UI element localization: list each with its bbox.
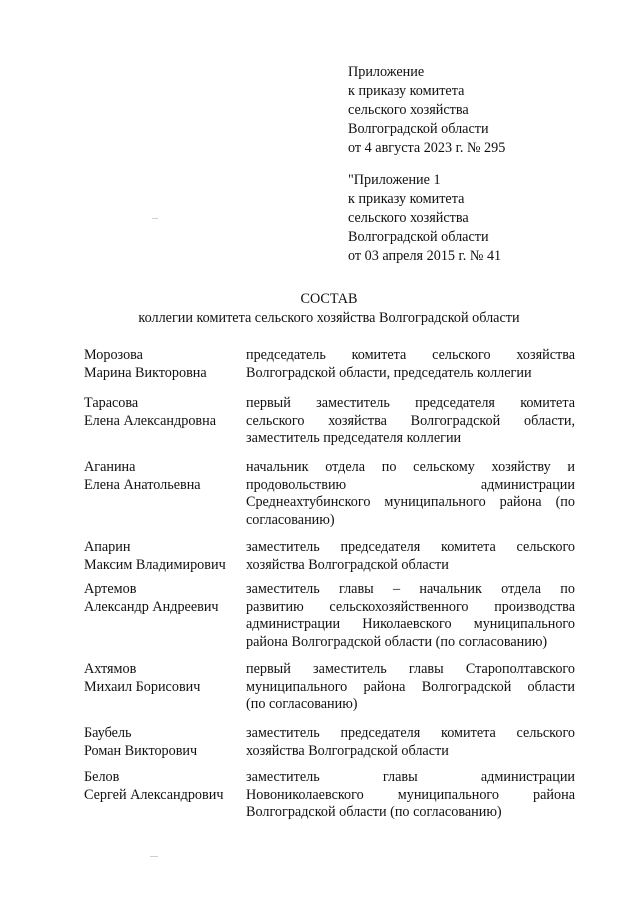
- member-surname: Тарасова: [84, 395, 139, 411]
- role-line: заместитель председателя комитета сельского: [246, 725, 575, 741]
- role-line: заместитель председателя коллегии: [246, 430, 462, 446]
- role-line: согласованию): [246, 511, 335, 528]
- role-line: первый заместитель председателя комитета: [246, 395, 575, 411]
- annex-line: Волгоградской области: [348, 121, 489, 137]
- scan-artifact: [152, 218, 158, 219]
- member-role: [246, 769, 575, 822]
- member-role: [246, 395, 575, 448]
- member-role: [246, 459, 575, 529]
- member-name: [84, 459, 244, 494]
- annex-line: к приказу комитета: [348, 83, 465, 99]
- annex-line: от 4 августа 2023 г. № 295: [348, 140, 506, 156]
- member-name: [84, 725, 244, 760]
- annex-line: сельского хозяйства: [348, 102, 469, 118]
- role-line: хозяйства Волгоградской области: [246, 742, 449, 759]
- member-surname: Аганина: [84, 459, 136, 475]
- role-line: сельского хозяйства Волгоградской области,: [246, 412, 575, 429]
- role-line: администрации Николаевского муниципального: [246, 616, 575, 632]
- role-line: развитию сельскохозяйственного производства: [246, 598, 575, 615]
- role-line: Среднеахтубинского муниципального района (по: [246, 494, 575, 510]
- annex-line: "Приложение 1: [348, 172, 441, 188]
- role-line: Волгоградской области (по согласованию): [246, 804, 502, 820]
- member-surname: Ахтямов: [84, 661, 137, 677]
- member-name: [84, 661, 244, 696]
- member-name: [84, 581, 244, 616]
- member-role: [246, 539, 575, 574]
- annex-line: Волгоградской области: [348, 229, 489, 245]
- scan-artifact: [150, 856, 158, 857]
- role-line: продовольствию администрации: [246, 476, 575, 493]
- member-given-name: Максим Владимирович: [84, 556, 226, 573]
- member-role: [246, 661, 575, 714]
- member-name: [84, 539, 244, 574]
- member-given-name: Елена Александровна: [84, 412, 216, 429]
- member-given-name: Марина Викторовна: [84, 364, 207, 381]
- member-name: [84, 769, 244, 804]
- role-line: начальник отдела по сельскому хозяйству и: [246, 459, 575, 475]
- role-line: хозяйства Волгоградской области: [246, 556, 449, 573]
- member-given-name: Михаил Борисович: [84, 678, 201, 695]
- role-line: Волгоградской области, председатель коллегии: [246, 364, 532, 381]
- annex-line: Приложение: [348, 64, 425, 80]
- member-surname: Баубель: [84, 725, 132, 741]
- member-role: [246, 581, 575, 651]
- role-line: заместитель главы администрации: [246, 769, 575, 785]
- annex-line: от 03 апреля 2015 г. № 41: [348, 248, 502, 264]
- document-title: СОСТАВ: [300, 291, 358, 307]
- member-name: [84, 347, 244, 382]
- member-name: [84, 395, 244, 430]
- annex-line: сельского хозяйства: [348, 210, 469, 226]
- document-subtitle: коллегии комитета сельского хозяйства Волгоградской области: [138, 310, 520, 326]
- role-line: первый заместитель главы Старополтавского: [246, 661, 575, 677]
- role-line: муниципального района Волгоградской области: [246, 678, 575, 695]
- member-given-name: Александр Андреевич: [84, 598, 219, 615]
- member-role: [246, 347, 575, 382]
- role-line: Новониколаевского муниципального района: [246, 786, 575, 803]
- annex-line: к приказу комитета: [348, 191, 465, 207]
- member-surname: Морозова: [84, 347, 143, 363]
- role-line: заместитель председателя комитета сельского: [246, 539, 575, 555]
- role-line: председатель комитета сельского хозяйства: [246, 347, 575, 363]
- member-given-name: Роман Викторович: [84, 742, 198, 759]
- role-line: района Волгоградской области (по согласованию): [246, 633, 548, 650]
- member-given-name: Елена Анатольевна: [84, 476, 201, 493]
- member-surname: Белов: [84, 769, 120, 785]
- member-surname: Артемов: [84, 581, 137, 597]
- member-given-name: Сергей Александрович: [84, 786, 224, 803]
- role-line: заместитель главы – начальник отдела по: [246, 581, 575, 597]
- member-surname: Апарин: [84, 539, 131, 555]
- role-line: (по согласованию): [246, 696, 358, 712]
- member-role: [246, 725, 575, 760]
